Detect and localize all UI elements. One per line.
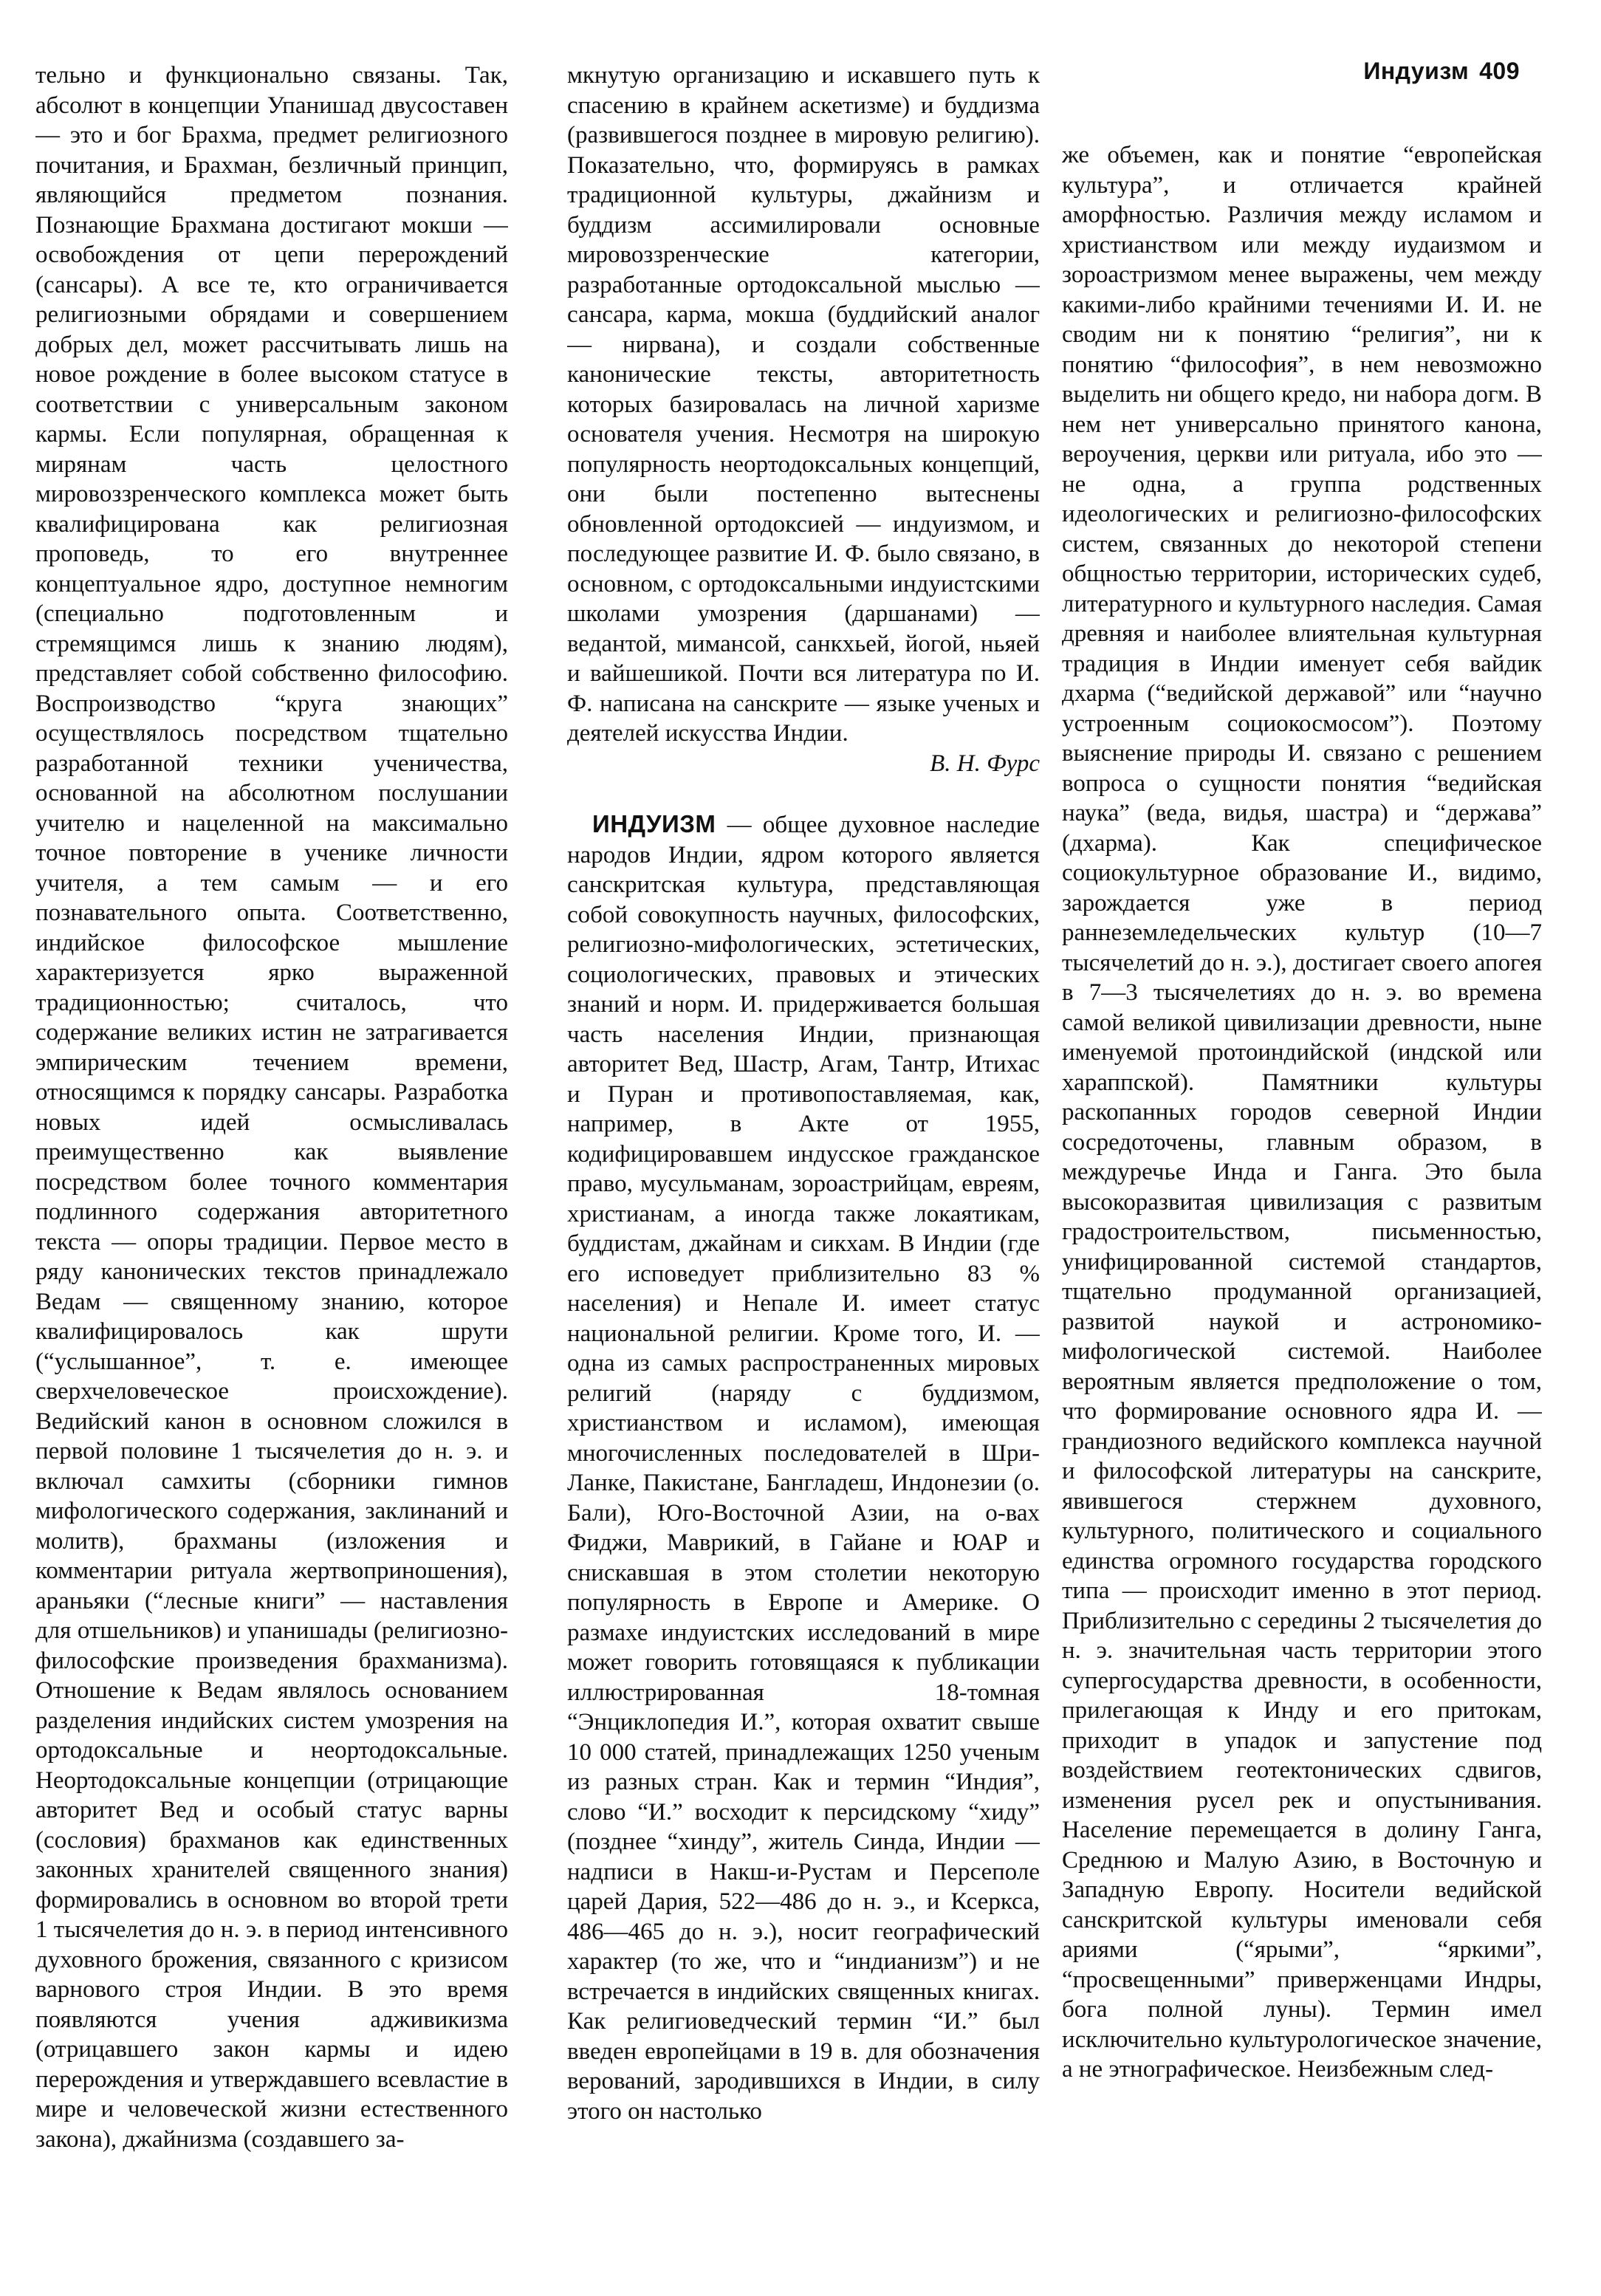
text-column-1 [35,61,508,2269]
author-signature: В. Н. Фурс [930,750,1040,777]
text-column-3 [1062,140,1542,2269]
column-1-paragraph: тельно и функционально связаны. Так, абсолют в концепции Упанишад двусоставен — это и бог Брахма, предмет религиозного почитания, и Брахман, безличный принцип, являющийся предметом познания. Познающие Брахмана достигают мокши — освобождения от цепи перерождений (сансары). А все те, кто ограничивается религиозными обрядами и совершением добрых дел, может рассчитывать лишь на новое рождение в более высоком статусе в соответствии с универсальным законом кармы. Если популярная, обращенная к мирянам часть целостного мировоззренческого комплекса может быть квалифицирована как религиозная проповедь, то его внутреннее концептуальное ядро, доступное немногим (специально подготовленным и стремящимся лишь к знанию людям), представляет собой собственно философию. Воспроизводство “круга знающих” осуществлялось посредством тщательно разработанной техники ученичества, основанной на абсолютном послушании учителю и нацеленной на максимально точное повторение в ученике личности учителя, а тем самым — и его познавательного опыта. Соответственно, индийское философское мышление характеризуется ярко выраженной традиционностью; считалось, что содержание великих истин не затрагивается эмпирическим течением времени, относящимся к порядку сансары. Разработка новых идей осмысливалась преимущественно как выявление посредством более точного комментария подлинного содержания авторитетного текста — опоры традиции. Первое место в ряду канонических текстов принадлежало Ведам — священному знанию, которое квалифицировалось как шрути (“услышанное”, т. е. имеющее сверхчеловеческое происхождение). Ведийский канон в основном сложился в первой половине 1 тысячелетия до н. э. и включал самхиты (сборники гимнов мифологического содержания, заклинаний и молитв), брахманы (изложения и комментарии ритуала жертвоприношения), араньяки (“лесные книги” — наставления для отшельников) и упанишады (религиозно-философские произведения брахманизма). Отношение к Ведам являлось основанием разделения индийских систем умозрения на ортодоксальные и неортодоксальные. Неортодоксальные концепции (отрицающие авторитет Вед и особый статус варны (сословия) брахманов как единственных законных хранителей священного знания) формировались в основном во второй трети 1 тысячелетия до н. э. в период интенсивного духовного брожения, связанного с кризисом варнового строя Индии. В это время появляются учения адживикизма (отрицавшего закон кармы и идею перерождения и утверждавшего всевластие в мире и человеческой жизни естественного закона), джайнизма (создавшего за- [35,62,508,2153]
running-head-title: Индуизм [1363,58,1470,84]
article-headword: ИНДУИЗМ [592,810,716,837]
column-3-paragraph: же объемен, как и понятие “европейская культура”, и отличается крайней аморфностью. Различия между исламом и христианством или между иудаизмом и зороастризмом менее выражены, чем между какими-либо крайними течениями И. И. не сводим ни к понятию “религия”, ни к понятию “философия”, в нем невозможно выделить ни общего кредо, ни набора догм. В нем нет универсально принятого канона, вероучения, церкви или ритуала, ибо это — не одна, а группа родственных идеологических и религиозно-философских систем, связанных до некоторой степени общностью территории, исторических судеб, литературного и культурного наследия. Самая древняя и наиболее влиятельная культурная традиция в Индии именует себя вайдик дхарма (“ведийской державой” или “научно устроенным социокосмосом”). Поэтому выяснение природы И. связано с решением вопроса о сущности понятия “ведийская наука” (веда, видья, шастра) и “держава” (дхарма). Как специфическое социокультурное образование И., видимо, зарождается уже в период раннеземледельческих культур (10—7 тысячелетий до н. э.), достигает своего апогея в 7—3 тысячелетиях до н. э. во времена самой великой цивилизации древности, ныне именуемой протоиндийской (индской или хараппской). Памятники культуры раскопанных городов северной Индии сосредоточены, главным образом, в междуречье Инда и Ганга. Это была высокоразвитая цивилизация с развитым градостроительством, письменностью, унифицированной системой стандартов, тщательно продуманной организацией, развитой наукой и астрономико-мифологической системой. Наиболее вероятным является предположение о том, что формирование основного ядра И. — грандиозного ведийского комплекса научной и философской литературы на санскрите, явившегося стержнем духовного, культурного, политического и социального единства огромного государства городского типа — происходит именно в этот период. Приблизительно с середины 2 тысячелетия до н. э. значительная часть территории этого супергосударства древности, в особенности, прилегающая к Инду и его притокам, приходит в упадок и запустение под воздействием геотектонических сдвигов, изменения русел рек и опустынивания. Население перемещается в долину Ганга, Среднюю и Малую Азию, в Восточную и Западную Европу. Носители ведийской санскритской культуры именовали себя ариями (“ярыми”, “яркими”, “просвещенными” приверженцами Индры, бога полной луны). Термин имел исключительно культурологическое значение, а не этнографическое. Неизбежным след- [1062,142,1542,2083]
running-head [1363,58,1520,85]
page-number: 409 [1479,58,1520,84]
article-body: — общее духовное наследие народов Индии, ядром которого является санскритская культура, представляющая собой совокупность научных, философских, религиозно-мифологических, эстетических, социологических, правовых и этических знаний и норм. И. придерживается большая часть населения Индии, признающая авторитет Вед, Шастр, Агам, Тантр, Итихас и Пуран и противопоставляемая, как, например, в Акте от 1955, кодифицировавшем индусское гражданское право, мусульманам, зороастрийцам, евреям, христианам, а иногда также локаятикам, буддистам, джайнам и сикхам. В Индии (где его исповедует приблизительно 83 % населения) и Непале И. имеет статус национальной религии. Кроме того, И. — одна из самых распространенных мировых религий (наряду с буддизмом, христианством и исламом), имеющая многочисленных последователей в Шри-Ланке, Пакистане, Бангладеш, Индонезии (о. Бали), Юго-Восточной Азии, на о-вах Фиджи, Маврикий, в Гайане и ЮАР и снискавшая в этом столетии некоторую популярность в Европе и Америке. О размахе индуистских исследований в мире может говорить готовящаяся к публикации иллюстрированная 18-томная “Энциклопедия И.”, которая охватит свыше 10 000 статей, принадлежащих 1250 ученым из разных стран. Как и термин “Индия”, слово “И.” восходит к персидскому “хиду” (позднее “хинду”, житель Синда, Индии — надписи в Накш-и-Рустам и Персеполе царей Дария, 522—486 до н. э., и Ксеркса, 486—465 до н. э.), носит географический характер (то же, что и “индианизм”) и не встречается в индийских священных книгах. Как религиоведческий термин “И.” был введен европейцами в 19 в. для обозначения верований, зародившихся в Индии, в силу этого он настолько [567,812,1040,2125]
column-2-paragraph: мкнутую организацию и искавшего путь к спасению в крайнем аскетизме) и буддизма (развившегося позднее в мировую религию). Показательно, что, формируясь в рамках традиционной культуры, джайнизм и буддизм ассимилировали основные мировоззренческие категории, разработанные ортодоксальной мыслью — сансара, карма, мокша (буддийский аналог — нирвана), и создали собственные канонические тексты, авторитетность которых базировалась на личной харизме основателя учения. Несмотря на широкую популярность неортодоксальных концепций, они были постепенно вытеснены обновленной ортодоксией — индуизмом, и последующее развитие И. Ф. было связано, в основном, с ортодоксальными индуистскими школами умозрения (даршанами) — ведантой, мимансой, санкхьей, йогой, ньяей и вайшешикой. Почти вся литература по И. Ф. написана на санскрите — языке ученых и деятелей искусства Индии. [567,62,1040,747]
text-column-2 [567,61,1040,2269]
article-hinduism [567,809,1040,2126]
